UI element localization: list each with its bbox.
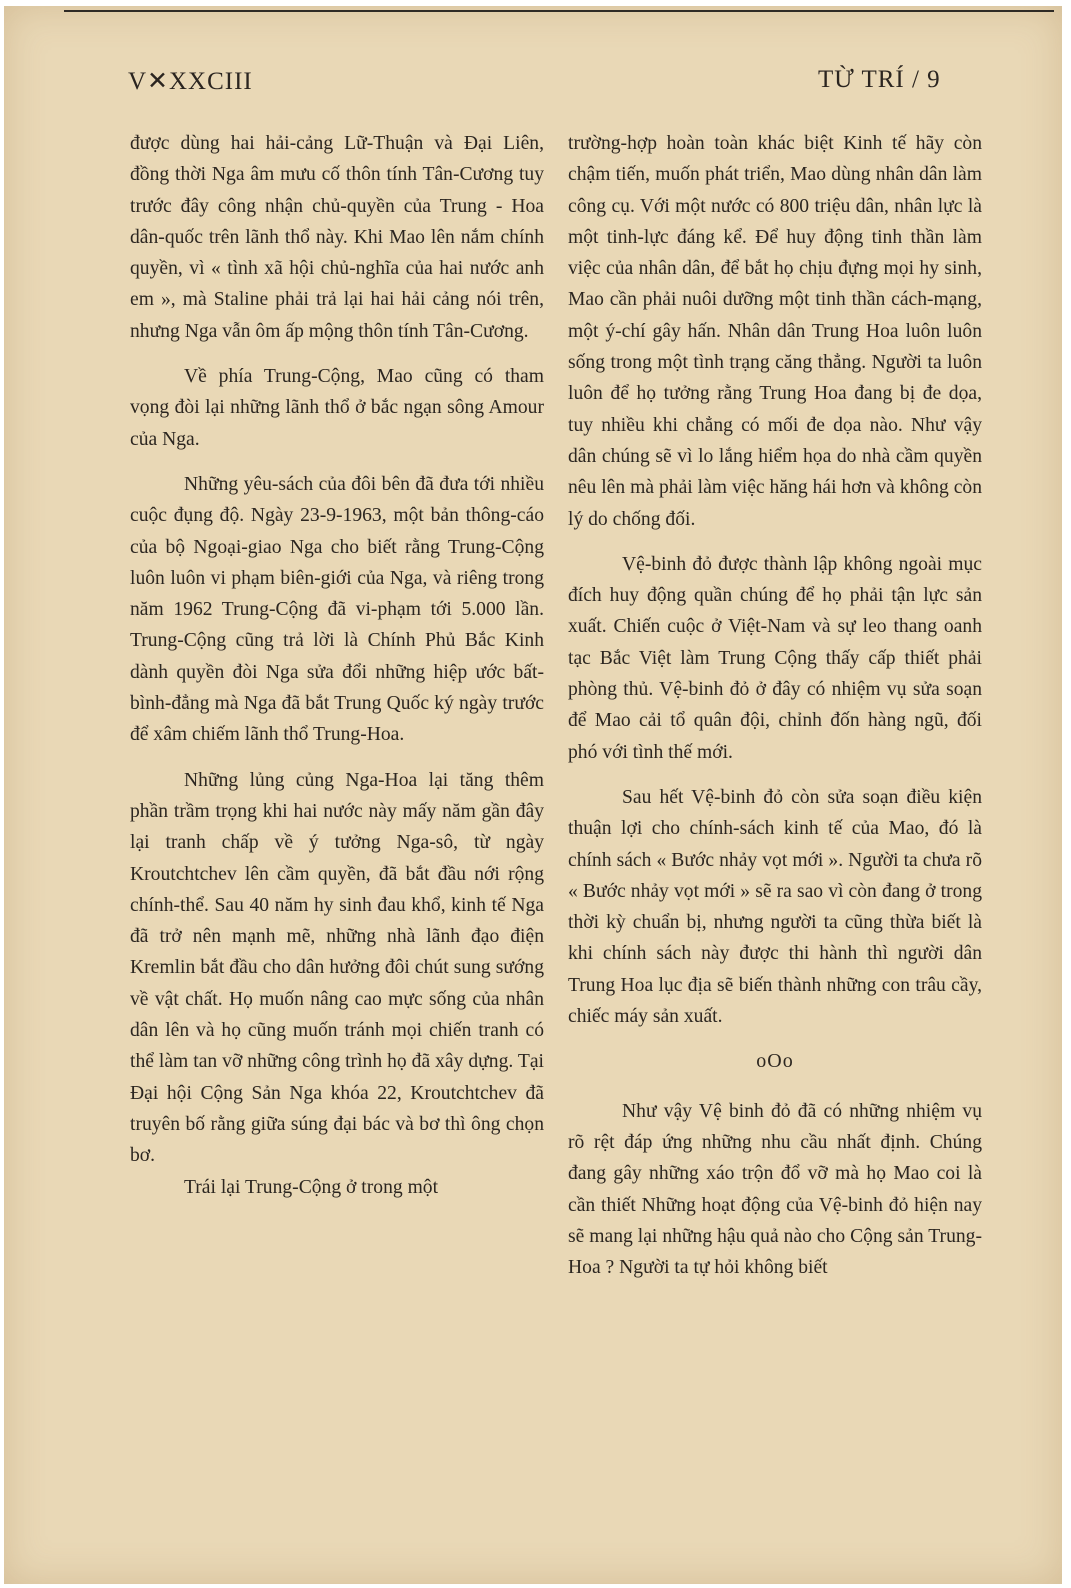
paragraph: Những lủng củng Nga-Hoa lại tăng thêm phần trầm trọng khi hai nước này mấy năm gần đây lại tranh chấp về ý tưởng Nga-sô, từ ngày Kroutchtchev lên cầm quyền, đã bắt đầu nới rộng chính-thể. Sau 40 năm hy sinh đau khổ, kinh tế Nga đã trở nên mạnh mẽ, những nhà lãnh đạo điện Kremlin bắt đầu cho dân hưởng đôi chút sung sướng về vật chất. Họ muốn nâng cao mực sống của nhân dân lên và họ cũng muốn tránh mọi chiến tranh có thể làm tan vỡ những công trình họ đã xây dựng. Tại Đại hội Cộng Sản Nga khóa 22, Kroutchtchev đã truyên bố rằng giữa súng đại bác và bơ thì ông chọn bơ. (130, 769, 544, 1167)
paragraph: Về phía Trung-Cộng, Mao cũng có tham vọng đòi lại những lãnh thổ ở bắc ngạn sông Amour của Nga. (130, 366, 544, 450)
paragraph: được dùng hai hải-cảng Lữ-Thuận và Đại Liên, đồng thời Nga âm mưu cố thôn tính Tân-Cương tuy trước đây công nhận chủ-quyền của Trung - Hoa dân-quốc trên lãnh thổ này. Khi Mao lên nắm chính quyền, vì « tình xã hội chủ-nghĩa của hai nước anh em », mà Staline phải trả lại hai hải cảng nói trên, nhưng Nga vẫn ôm ấp mộng thôn tính Tân-Cương. (130, 133, 544, 342)
right-column (568, 128, 982, 1283)
paragraph: Những yêu-sách của đôi bên đã đưa tới nhiều cuộc đụng độ. Ngày 23-9-1963, một bản thông-cáo của bộ Ngoại-giao Nga cho biết rằng Trung-Cộng luôn luôn vi phạm biên-giới của Nga, và riêng trong năm 1962 Trung-Cộng đã vi-phạm tới 5.000 lần. Trung-Cộng cũng trả lời là Chính Phủ Bắc Kinh dành quyền đòi Nga sửa đổi những hiệp ước bất-bình-đẳng mà Nga đã bắt Trung Quốc ký ngày trước để xâm chiếm lãnh thổ Trung-Hoa. (130, 473, 544, 746)
paragraph: Trái lại Trung-Cộng ở trong một (184, 1176, 439, 1198)
top-rule (64, 10, 1054, 12)
page-header-left: V✕XXCIII (128, 68, 253, 95)
left-column (130, 128, 544, 1203)
paragraph: Như vậy Vệ binh đỏ đã có những nhiệm vụ rõ rệt đáp ứng những nhu cầu nhất định. Chúng đang gây những xáo trộn đổ vỡ mà họ Mao coi là cần thiết Những hoạt động của Vệ-binh đỏ hiện nay sẽ mang lại những hậu quả nào cho Cộng sản Trung-Hoa ? Người ta tự hỏi không biết (568, 1100, 982, 1279)
paragraph: trường-hợp hoàn toàn khác biệt Kinh tế hãy còn chậm tiến, muốn phát triển, Mao dùng nhân dân làm công cụ. Với một nước có 800 triệu dân, nhân lực là một tinh-lực đáng kể. Để huy động tinh thần làm việc của nhân dân, để bắt họ chịu đựng mọi hy sinh, Mao cần phải nuôi dưỡng một tinh thần cách-mạng, một ý-chí gây hấn. Nhân dân Trung Hoa luôn luôn sống trong một tình trạng căng thẳng. Người ta luôn luôn để họ tưởng rằng Trung Hoa đang bị đe dọa, tuy nhiều khi chẳng có mối đe dọa nào. Như vậy dân chúng sẽ vì lo lắng hiểm họa do nhà cầm quyền nêu lên mà phải làm việc hăng hái hơn và không còn lý do chống đối. (568, 133, 982, 530)
paragraph: Sau hết Vệ-binh đỏ còn sửa soạn điều kiện thuận lợi cho chính-sách kinh tế của Mao, đó là chính sách « Bước nhảy vọt mới ». Người ta chưa rõ « Bước nhảy vọt mới » sẽ ra sao vì còn đang ở trong thời kỳ chuẩn bị, nhưng người ta cũng thừa biết là khi chính sách này được thi hành thì người dân Trung Hoa lục địa sẽ biến thành những con trâu cầy, chiếc máy sản xuất. (568, 786, 982, 1028)
paragraph: Vệ-binh đỏ được thành lập không ngoài mục đích huy động quần chúng để họ phải tận lực sản xuất. Chiến cuộc ở Việt-Nam và sự leo thang oanh tạc Bắc Việt làm Trung Cộng thấy cấp thiết phải phòng thủ. Vệ-binh đỏ ở đây có nhiệm vụ sửa soạn để Mao cải tổ quân đội, chỉnh đốn hàng ngũ, đối phó với tình thế mới. (568, 553, 982, 763)
page-header-right: TỪ TRÍ / 9 (818, 66, 941, 93)
book-page (4, 6, 1062, 1584)
section-divider: oOo (756, 1050, 794, 1073)
